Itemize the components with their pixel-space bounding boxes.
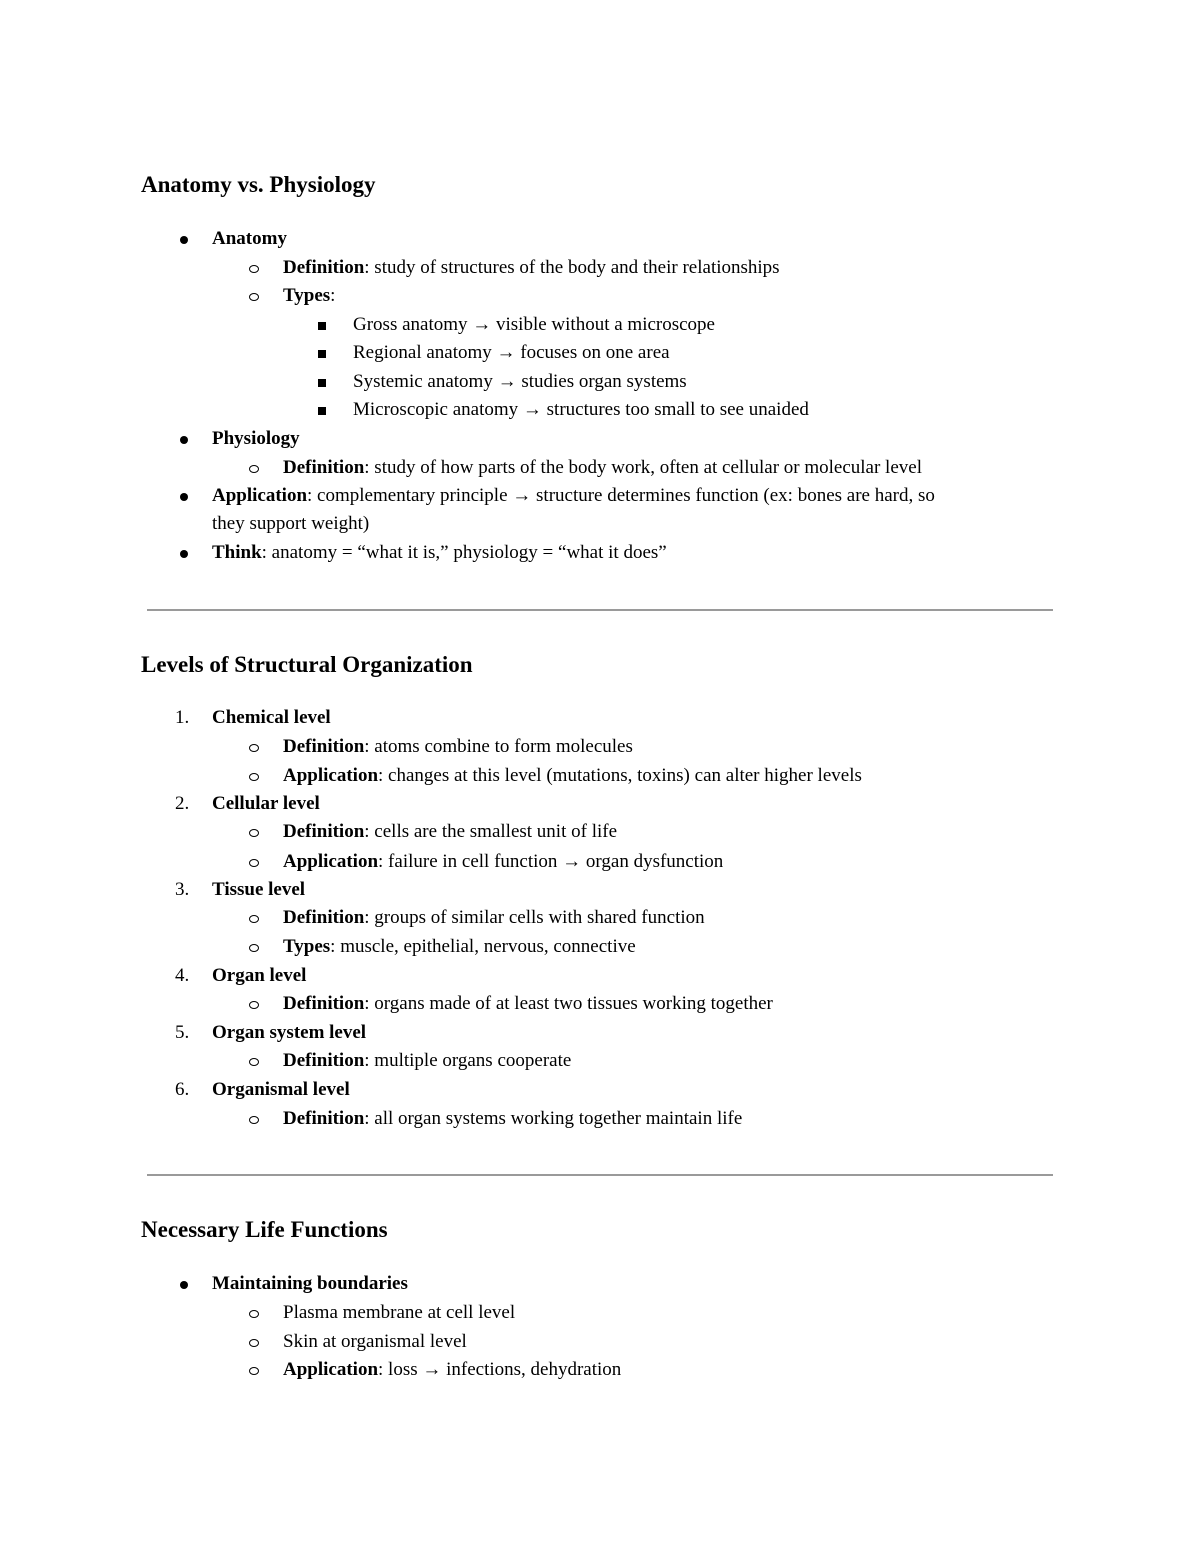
list-item-application — [212, 484, 935, 508]
sub-item-text: : muscle, epithelial, nervous, connective — [330, 936, 636, 957]
level-title-organismal: Organismal level — [212, 1079, 350, 1100]
sub-item-label: Definition — [283, 993, 365, 1014]
bullet-dot-icon — [180, 550, 188, 558]
list-item-anatomy-type: Regional anatomy → focuses on one area — [353, 342, 670, 363]
list-item-physiology-definition — [283, 456, 922, 480]
list-number: 5. — [175, 1022, 190, 1043]
bullet-square-icon — [318, 407, 326, 415]
sub-item-text: : changes at this level (mutations, toxins) can alter higher levels — [378, 765, 862, 786]
text-think: : anatomy = “what it is,” physiology = “what it does” — [261, 542, 667, 563]
bullet-square-icon — [318, 322, 326, 330]
text-definition: : study of how parts of the body work, often at cellular or molecular level — [364, 457, 922, 478]
bullet-circle-icon — [249, 1310, 259, 1318]
horizontal-rule — [147, 1174, 1053, 1176]
sub-item-label: Definition — [283, 736, 365, 757]
level-sub-item — [283, 906, 705, 930]
bullet-circle-icon — [249, 859, 259, 867]
sub-item-text: : all organ systems working together maintain life — [364, 1108, 743, 1129]
level-title-tissue: Tissue level — [212, 879, 306, 900]
level-title-cellular: Cellular level — [212, 793, 320, 814]
list-item-anatomy-type: Gross anatomy → visible without a microscope — [353, 314, 715, 335]
bullet-dot-icon — [180, 236, 188, 244]
level-sub-item — [283, 850, 723, 874]
level-sub-item — [283, 735, 633, 759]
sub-item-text: : failure in cell function → organ dysfunction — [378, 851, 724, 872]
sub-item-label: Application — [283, 765, 379, 786]
bullet-dot-icon — [180, 493, 188, 501]
sub-item-text: : groups of similar cells with shared function — [364, 907, 705, 928]
text-application: : complementary principle → structure determines function (ex: bones are hard, so — [307, 485, 935, 506]
level-title-chemical: Chemical level — [212, 707, 331, 728]
bullet-circle-icon — [249, 944, 259, 952]
bullet-circle-icon — [249, 1367, 259, 1375]
bullet-circle-icon — [249, 915, 259, 923]
bullet-square-icon — [318, 379, 326, 387]
bullet-circle-icon — [249, 829, 259, 837]
sub-item-label: Definition — [283, 1050, 365, 1071]
list-item-skin: Skin at organismal level — [283, 1331, 467, 1352]
text-types: : — [330, 285, 336, 306]
list-item-application-continued: they support weight) — [212, 513, 370, 534]
sub-item-label: Types — [283, 936, 331, 957]
bullet-circle-icon — [249, 265, 259, 273]
sub-item-label: Definition — [283, 1108, 365, 1129]
bullet-circle-icon — [249, 1001, 259, 1009]
list-number: 4. — [175, 965, 190, 986]
horizontal-rule — [147, 609, 1053, 611]
level-sub-item — [283, 764, 862, 788]
list-item-maintaining-boundaries: Maintaining boundaries — [212, 1273, 408, 1294]
list-item-think — [212, 541, 667, 565]
section-heading-levels: Levels of Structural Organization — [141, 652, 473, 677]
sub-item-label: Application — [283, 851, 379, 872]
list-item-anatomy-types — [283, 284, 335, 308]
level-sub-item — [283, 1107, 742, 1131]
label-think: Think — [212, 542, 262, 563]
label-definition: Definition — [283, 457, 365, 478]
list-item-anatomy-definition — [283, 256, 780, 280]
list-item-anatomy: Anatomy — [212, 228, 287, 249]
text-definition: : study of structures of the body and their relationships — [364, 257, 780, 278]
list-item-boundaries-application — [283, 1358, 621, 1382]
sub-item-label: Definition — [283, 907, 365, 928]
section-heading-anatomy-physiology: Anatomy vs. Physiology — [141, 172, 376, 197]
level-sub-item — [283, 820, 617, 844]
level-sub-item — [283, 992, 773, 1016]
bullet-square-icon — [318, 350, 326, 358]
bullet-circle-icon — [249, 1116, 259, 1124]
sub-item-text: : organs made of at least two tissues working together — [364, 993, 773, 1014]
level-sub-item — [283, 935, 636, 959]
level-title-organ-system: Organ system level — [212, 1022, 367, 1043]
sub-item-text: : cells are the smallest unit of life — [364, 821, 618, 842]
sub-item-label: Definition — [283, 821, 365, 842]
list-number: 3. — [175, 879, 190, 900]
section-heading-life-functions: Necessary Life Functions — [141, 1217, 388, 1242]
label-definition: Definition — [283, 257, 365, 278]
list-item-plasma-membrane: Plasma membrane at cell level — [283, 1302, 516, 1323]
bullet-circle-icon — [249, 465, 259, 473]
list-item-anatomy-type: Systemic anatomy → studies organ systems — [353, 371, 687, 392]
list-item-anatomy-type: Microscopic anatomy → structures too small to see unaided — [353, 399, 809, 420]
bullet-circle-icon — [249, 1058, 259, 1066]
level-sub-item — [283, 1049, 571, 1073]
bullet-dot-icon — [180, 1281, 188, 1289]
bullet-circle-icon — [249, 293, 259, 301]
label-application: Application — [212, 485, 308, 506]
bullet-dot-icon — [180, 436, 188, 444]
sub-item-text: : atoms combine to form molecules — [364, 736, 633, 757]
sub-item-text: : multiple organs cooperate — [364, 1050, 572, 1071]
list-item-physiology: Physiology — [212, 428, 300, 449]
list-number: 6. — [175, 1079, 190, 1100]
bullet-circle-icon — [249, 1339, 259, 1347]
bullet-circle-icon — [249, 773, 259, 781]
list-number: 2. — [175, 793, 190, 814]
bullet-circle-icon — [249, 744, 259, 752]
level-title-organ: Organ level — [212, 965, 307, 986]
text-application: : loss → infections, dehydration — [378, 1359, 622, 1380]
list-number: 1. — [175, 707, 190, 728]
label-application: Application — [283, 1359, 379, 1380]
label-types: Types — [283, 285, 331, 306]
